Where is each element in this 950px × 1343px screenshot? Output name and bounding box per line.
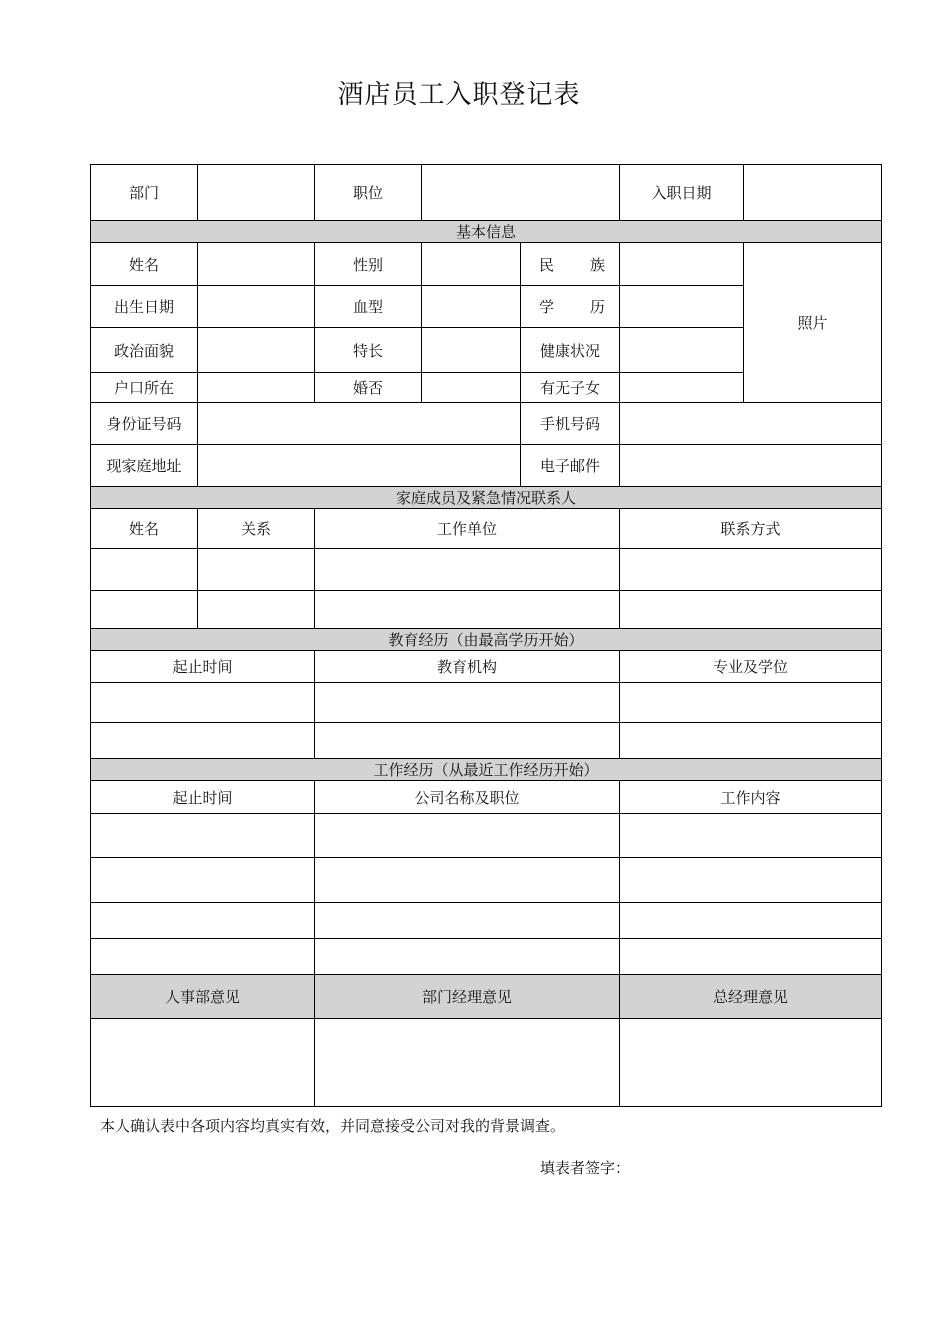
edu-row-1-major[interactable] — [620, 683, 882, 723]
entry-date-label: 入职日期 — [620, 165, 744, 221]
entry-date-field[interactable] — [744, 165, 882, 221]
marital-field[interactable] — [422, 373, 521, 403]
name-field[interactable] — [198, 243, 315, 286]
health-field[interactable] — [620, 328, 744, 373]
email-field[interactable] — [620, 445, 882, 487]
work-row-1-company[interactable] — [315, 814, 620, 858]
work-row-2-company[interactable] — [315, 858, 620, 903]
work-row-3-company[interactable] — [315, 903, 620, 939]
politics-label: 政治面貌 — [91, 328, 198, 373]
family-header-name: 姓名 — [91, 509, 198, 549]
edu-header-period: 起止时间 — [91, 651, 315, 683]
edu-header-major: 专业及学位 — [620, 651, 882, 683]
registration-form-table — [90, 164, 882, 1107]
section-family: 家庭成员及紧急情况联系人 — [91, 487, 882, 509]
gm-opinion-field[interactable] — [620, 1019, 882, 1107]
work-header-duties: 工作内容 — [620, 781, 882, 814]
family-header-relation: 关系 — [198, 509, 315, 549]
work-row-4-company[interactable] — [315, 939, 620, 975]
section-basic-info: 基本信息 — [91, 221, 882, 243]
gm-opinion-header: 总经理意见 — [620, 975, 882, 1019]
edu-row-2-major[interactable] — [620, 723, 882, 759]
family-row-1-employer[interactable] — [315, 549, 620, 591]
work-header-period: 起止时间 — [91, 781, 315, 814]
family-row-1-contact[interactable] — [620, 549, 882, 591]
work-row-3-period[interactable] — [91, 903, 315, 939]
family-row-2-relation[interactable] — [198, 591, 315, 629]
education-label-b: 历 — [589, 298, 605, 316]
id-number-label: 身份证号码 — [91, 403, 198, 445]
section-education: 教育经历（由最高学历开始） — [91, 629, 882, 651]
family-header-contact: 联系方式 — [620, 509, 882, 549]
hr-opinion-field[interactable] — [91, 1019, 315, 1107]
form-title: 酒店员工入职登记表 — [337, 80, 581, 110]
politics-field[interactable] — [198, 328, 315, 373]
hukou-label: 户口所在 — [91, 373, 198, 403]
health-label: 健康状况 — [521, 328, 620, 373]
education-field[interactable] — [620, 286, 744, 328]
id-number-field[interactable] — [198, 403, 521, 445]
address-field[interactable] — [198, 445, 521, 487]
family-row-2-contact[interactable] — [620, 591, 882, 629]
ethnicity-label — [521, 243, 620, 286]
edu-row-1-period[interactable] — [91, 683, 315, 723]
position-field[interactable] — [422, 165, 620, 221]
family-row-2-name[interactable] — [91, 591, 198, 629]
gender-label: 性别 — [315, 243, 422, 286]
mobile-label: 手机号码 — [521, 403, 620, 445]
section-work: 工作经历（从最近工作经历开始） — [91, 759, 882, 781]
education-label — [521, 286, 620, 328]
work-row-4-period[interactable] — [91, 939, 315, 975]
work-header-company: 公司名称及职位 — [315, 781, 620, 814]
ethnicity-label-b: 族 — [589, 255, 605, 274]
edu-row-2-period[interactable] — [91, 723, 315, 759]
dept-label: 部门 — [91, 165, 198, 221]
dept-manager-opinion-field[interactable] — [315, 1019, 620, 1107]
work-row-2-duties[interactable] — [620, 858, 882, 903]
work-row-4-duties[interactable] — [620, 939, 882, 975]
work-row-3-duties[interactable] — [620, 903, 882, 939]
dept-manager-opinion-header: 部门经理意见 — [315, 975, 620, 1019]
edu-header-institution: 教育机构 — [315, 651, 620, 683]
family-header-employer: 工作单位 — [315, 509, 620, 549]
education-label-a: 学 — [539, 298, 555, 316]
edu-row-2-institution[interactable] — [315, 723, 620, 759]
children-label: 有无子女 — [521, 373, 620, 403]
hukou-field[interactable] — [198, 373, 315, 403]
name-label: 姓名 — [91, 243, 198, 286]
ethnicity-label-a: 民 — [539, 255, 555, 274]
blood-type-label: 血型 — [315, 286, 422, 328]
marital-label: 婚否 — [315, 373, 422, 403]
blood-type-field[interactable] — [422, 286, 521, 328]
specialty-field[interactable] — [422, 328, 521, 373]
confirmation-statement: 本人确认表中各项内容均真实有效，并同意接受公司对我的背景调查。 — [100, 1117, 566, 1135]
dept-field[interactable] — [198, 165, 315, 221]
ethnicity-field[interactable] — [620, 243, 744, 286]
photo-box[interactable]: 照片 — [744, 243, 882, 403]
hr-opinion-header: 人事部意见 — [91, 975, 315, 1019]
mobile-field[interactable] — [620, 403, 882, 445]
signature-label: 填表者签字： — [540, 1159, 631, 1177]
birthdate-label: 出生日期 — [91, 286, 198, 328]
family-row-1-relation[interactable] — [198, 549, 315, 591]
address-label: 现家庭地址 — [91, 445, 198, 487]
work-row-1-period[interactable] — [91, 814, 315, 858]
work-row-1-duties[interactable] — [620, 814, 882, 858]
position-label: 职位 — [315, 165, 422, 221]
family-row-1-name[interactable] — [91, 549, 198, 591]
edu-row-1-institution[interactable] — [315, 683, 620, 723]
family-row-2-employer[interactable] — [315, 591, 620, 629]
work-row-2-period[interactable] — [91, 858, 315, 903]
email-label: 电子邮件 — [521, 445, 620, 487]
gender-field[interactable] — [422, 243, 521, 286]
specialty-label: 特长 — [315, 328, 422, 373]
birthdate-field[interactable] — [198, 286, 315, 328]
children-field[interactable] — [620, 373, 744, 403]
